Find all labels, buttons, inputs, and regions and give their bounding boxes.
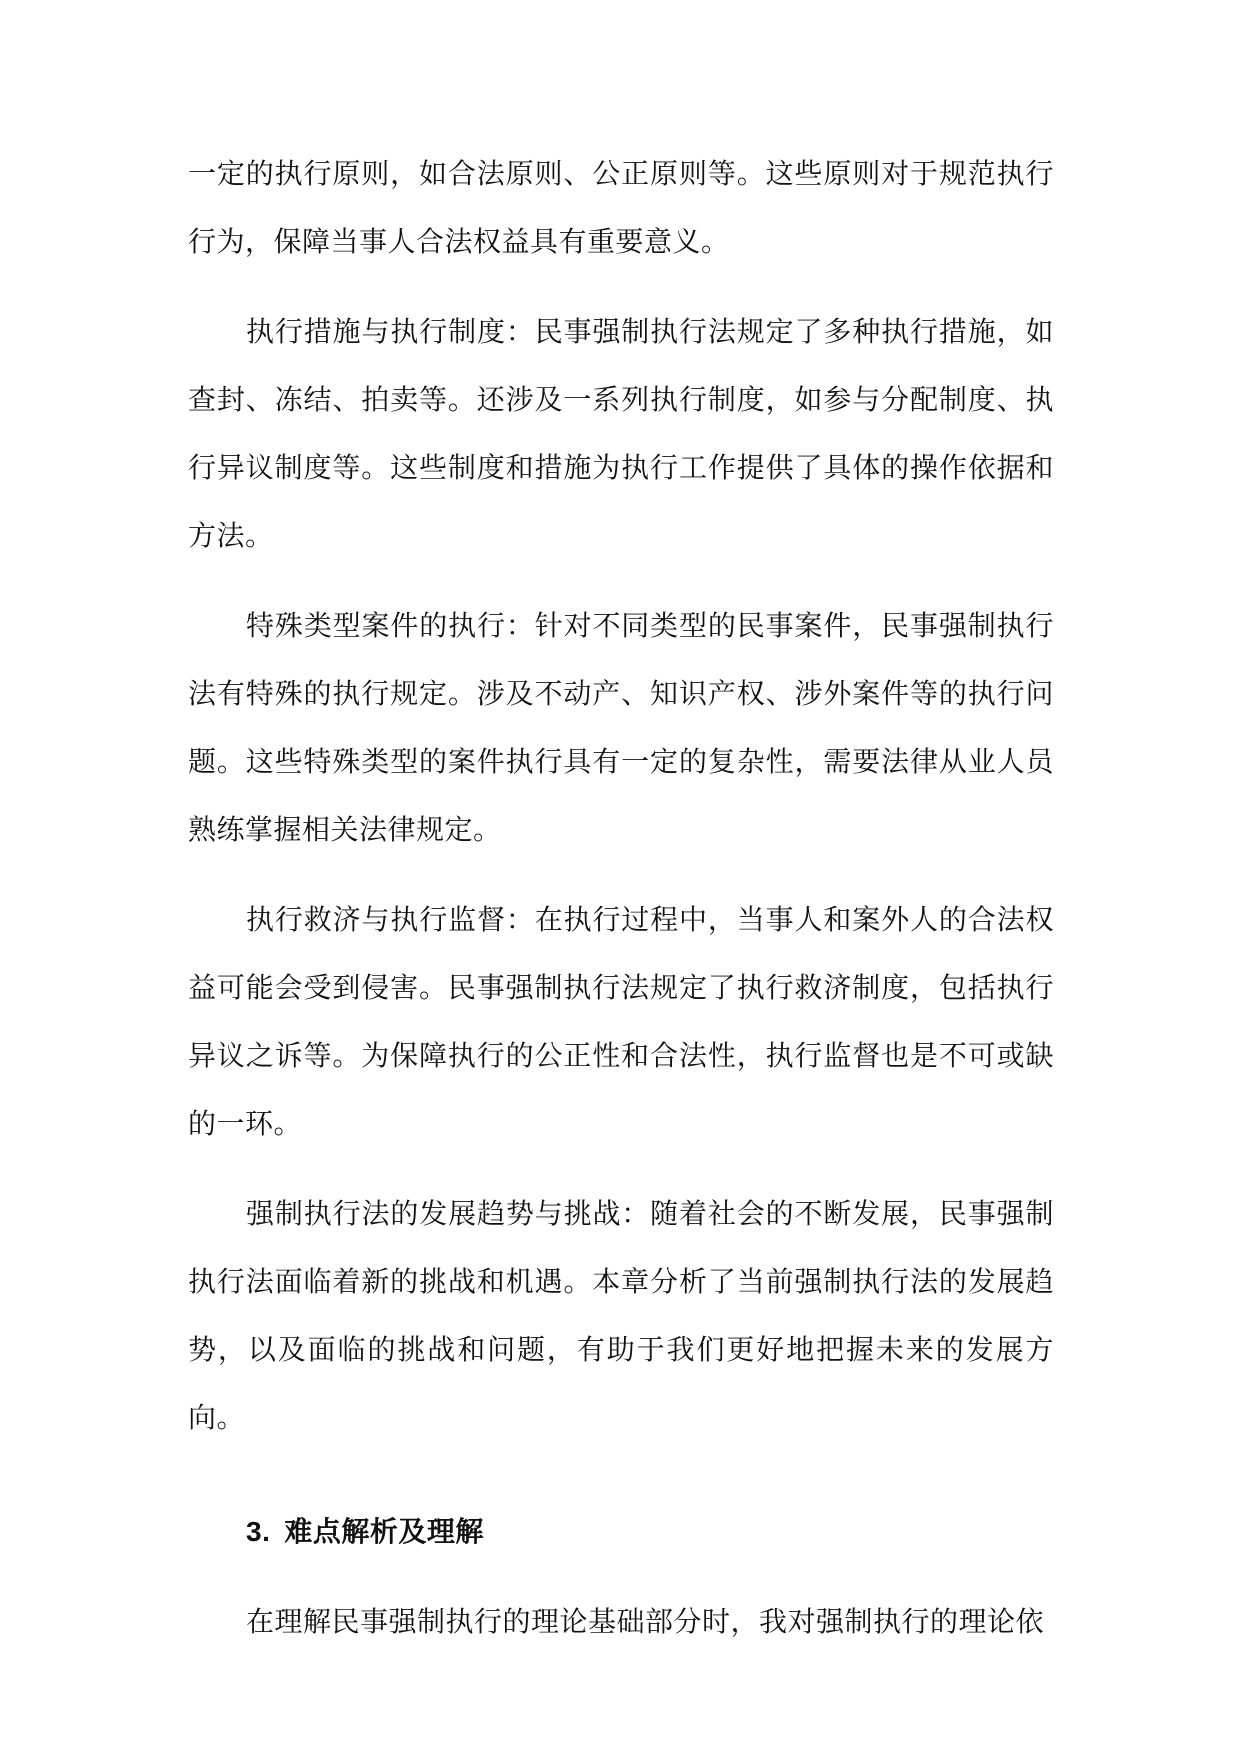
paragraph-continued: 一定的执行原则，如合法原则、公正原则等。这些原则对于规范执行行为，保障当事人合法权益具有重要意义。 bbox=[188, 157, 1054, 258]
section-heading bbox=[188, 1498, 1054, 1566]
document-page bbox=[188, 140, 1054, 1656]
section-title: 难点解析及理解 bbox=[284, 1515, 484, 1548]
paragraph-difficulty-analysis: 在理解民事强制执行的理论基础部分时，我对强制执行的理论依 bbox=[246, 1605, 1045, 1638]
paragraph-execution-remedy: 执行救济与执行监督：在执行过程中，当事人和案外人的合法权益可能会受到侵害。民事强制执行法规定了执行救济制度，包括执行异议之诉等。为保障执行的公正性和合法性，执行监督也是不可或缺的一环。 bbox=[188, 903, 1054, 1140]
section-number: 3. bbox=[246, 1516, 271, 1547]
paragraph-development-trends: 强制执行法的发展趋势与挑战：随着社会的不断发展，民事强制执行法面临着新的挑战和机遇。本章分析了当前强制执行法的发展趋势，以及面临的挑战和问题，有助于我们更好地把握未来的发展方向。 bbox=[188, 1197, 1054, 1434]
paragraph-execution-measures: 执行措施与执行制度：民事强制执行法规定了多种执行措施，如查封、冻结、拍卖等。还涉及一系列执行制度，如参与分配制度、执行异议制度等。这些制度和措施为执行工作提供了具体的操作依据和方法。 bbox=[188, 315, 1054, 552]
paragraph-special-cases: 特殊类型案件的执行：针对不同类型的民事案件，民事强制执行法有特殊的执行规定。涉及不动产、知识产权、涉外案件等的执行问题。这些特殊类型的案件执行具有一定的复杂性，需要法律从业人员熟练掌握相关法律规定。 bbox=[188, 609, 1054, 846]
